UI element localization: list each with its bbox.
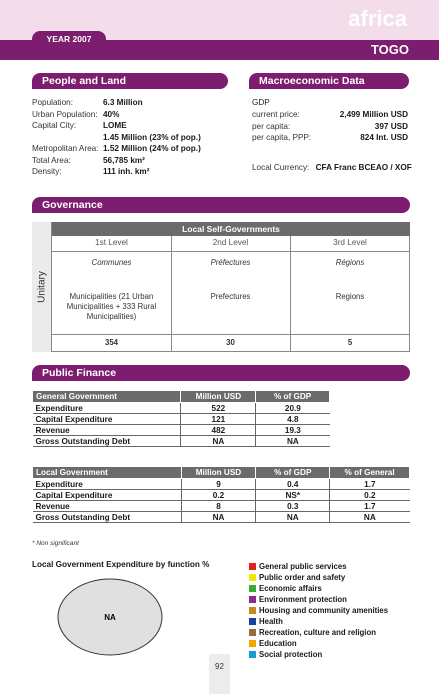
people-land-label: Urban Population: [32, 109, 98, 119]
legend-label: Recreation, culture and religion [259, 628, 376, 637]
macro-value: 824 Int. USD [360, 133, 408, 142]
table-row [33, 512, 410, 523]
legend-label: Education [259, 639, 297, 648]
people-land-value: LOME [103, 121, 127, 130]
public-finance-header: Public Finance [32, 365, 410, 381]
table-row [33, 425, 330, 436]
row-label: Revenue [33, 501, 182, 512]
macro-header: Macroeconomic Data [249, 73, 409, 89]
level-type: Communes [91, 258, 132, 267]
row-label: Expenditure [33, 479, 182, 490]
macro-value: 2,499 Million USD [339, 110, 408, 119]
table-cell: 8 [181, 501, 256, 512]
governance-header: Governance [32, 197, 410, 213]
table-cell: NA [256, 436, 330, 447]
people-land-value: 1.52 Million (24% of pop.) [103, 144, 201, 153]
legend-label: Economic affairs [259, 584, 322, 593]
legend-item [249, 561, 388, 572]
level-description: Regions [335, 292, 365, 301]
legend-label: Public order and safety [259, 573, 346, 582]
legend-label: Housing and community amenities [259, 606, 389, 615]
local-self-gov-header: Local Self-Governments [52, 222, 410, 236]
macro-label: per capita: [252, 121, 291, 131]
legend-swatch [249, 629, 256, 636]
table-row [33, 490, 410, 501]
count-row-divider [52, 334, 410, 335]
legend-swatch [249, 607, 256, 614]
macro-value: 397 USD [374, 121, 408, 131]
level-description: Prefectures [210, 292, 251, 301]
tbl-general-header-cell: % of GDP [256, 391, 330, 403]
level-header-divider [52, 251, 410, 252]
table-cell: NA [256, 512, 330, 523]
tbl-general-header-cell: General Government [33, 391, 181, 403]
unitary-label-cell [32, 222, 52, 352]
page-tab [209, 654, 230, 694]
legend-item [249, 572, 388, 583]
row-label: Gross Outstanding Debt [33, 436, 181, 447]
macro-label: current price: [252, 110, 300, 119]
table-cell: 522 [181, 403, 256, 414]
table-cell: 9 [181, 479, 256, 490]
row-label: Capital Expenditure [33, 490, 182, 501]
currency-value: CFA Franc BCEAO / XOF [315, 163, 412, 172]
level-count: 354 [104, 338, 118, 347]
legend-swatch [249, 574, 256, 581]
table-cell: 482 [181, 425, 256, 436]
table-row [33, 403, 330, 414]
legend-swatch [249, 585, 256, 592]
people-land-value: 1.45 Million (23% of pop.) [103, 132, 201, 142]
level-label: 3rd Level [333, 238, 367, 247]
legend-swatch [249, 640, 256, 647]
legend-swatch [249, 596, 256, 603]
people-land-label: Capital City: [32, 121, 77, 130]
tbl-local-header-cell: % of GDP [256, 467, 330, 479]
table-cell: 4.8 [256, 414, 330, 425]
people-land-value: 6.3 Million [103, 98, 143, 107]
people-land-label: Total Area: [32, 155, 71, 165]
table-row [33, 414, 330, 425]
table-cell: NA [181, 512, 256, 523]
legend-item [249, 594, 388, 605]
tbl-local-header-cell: Local Government [33, 467, 182, 479]
year-label: YEAR 2007 [32, 31, 106, 47]
people-land-label: Metropolitan Area: [32, 144, 99, 153]
tbl-general-header-cell: Million USD [181, 391, 256, 403]
level-description: Municipalities (21 Urban Municipalities + 333 Rural Municipalities) [66, 292, 157, 321]
legend-swatch [249, 651, 256, 658]
table-cell: NA [181, 436, 256, 447]
table-cell: NS* [256, 490, 330, 501]
legend-item [249, 616, 388, 627]
row-label: Capital Expenditure [33, 414, 181, 425]
legend-swatch [249, 618, 256, 625]
level-label: 2nd Level [212, 238, 249, 247]
table-row [33, 436, 330, 447]
people-land-value: 111 inh. km² [103, 167, 150, 176]
legend-label: Social protection [259, 650, 323, 659]
table-cell: NA [330, 512, 410, 523]
legend-item [249, 649, 388, 660]
people-land-value: 40% [103, 109, 120, 119]
row-label: Gross Outstanding Debt [33, 512, 182, 523]
level-count: 30 [226, 338, 235, 347]
table-row [33, 501, 410, 512]
legend-item [249, 583, 388, 594]
table-cell: 0.4 [256, 479, 330, 490]
people-land-value: 56,785 km² [103, 155, 145, 165]
table-cell: 20.9 [256, 403, 330, 414]
table-cell: 0.3 [256, 501, 330, 512]
table-row [33, 479, 410, 490]
legend-item [249, 627, 388, 638]
table-cell: 0.2 [181, 490, 256, 501]
unitary-label: Unitary [36, 271, 47, 303]
page-number: 92 [215, 662, 224, 671]
expenditure-pie-chart [28, 575, 192, 659]
table-cell: 121 [181, 414, 256, 425]
row-label: Expenditure [33, 403, 181, 414]
footnote: * Non significant [32, 540, 79, 547]
currency-row [252, 162, 412, 173]
local-government-table [32, 466, 410, 523]
country-name: TOGO [370, 42, 409, 57]
expenditure-legend [249, 561, 388, 660]
level-type: Régions [335, 258, 365, 267]
people-land-header: People and Land [32, 73, 228, 89]
legend-label: Health [259, 617, 283, 626]
legend-label: Environment protection [259, 595, 347, 604]
level-count: 5 [347, 338, 353, 347]
legend-item [249, 638, 388, 649]
people-land-label: Density: [32, 167, 62, 176]
level-type: Préfectures [210, 258, 251, 267]
table-cell: 19.3 [256, 425, 330, 436]
legend-swatch [249, 563, 256, 570]
legend-item [249, 605, 388, 616]
tbl-local-header-cell: % of General [330, 467, 410, 479]
currency-label: Local Currency: [252, 163, 310, 172]
macro-label: per capita, PPP: [252, 133, 312, 142]
pie-na-label: NA [104, 613, 116, 622]
table-cell: 1.7 [330, 479, 410, 490]
row-label: Revenue [33, 425, 181, 436]
table-cell: 1.7 [330, 501, 410, 512]
people-land-label: Population: [32, 98, 73, 107]
level-label: 1st Level [95, 238, 128, 247]
region-title: africa [348, 6, 407, 31]
table-cell: 0.2 [330, 490, 410, 501]
expenditure-chart-title: Local Government Expenditure by function % [32, 560, 210, 569]
tbl-local-header-cell: Million USD [181, 467, 256, 479]
legend-label: General public services [259, 562, 347, 571]
gdp-label: GDP [252, 98, 270, 107]
general-government-table [32, 390, 330, 447]
